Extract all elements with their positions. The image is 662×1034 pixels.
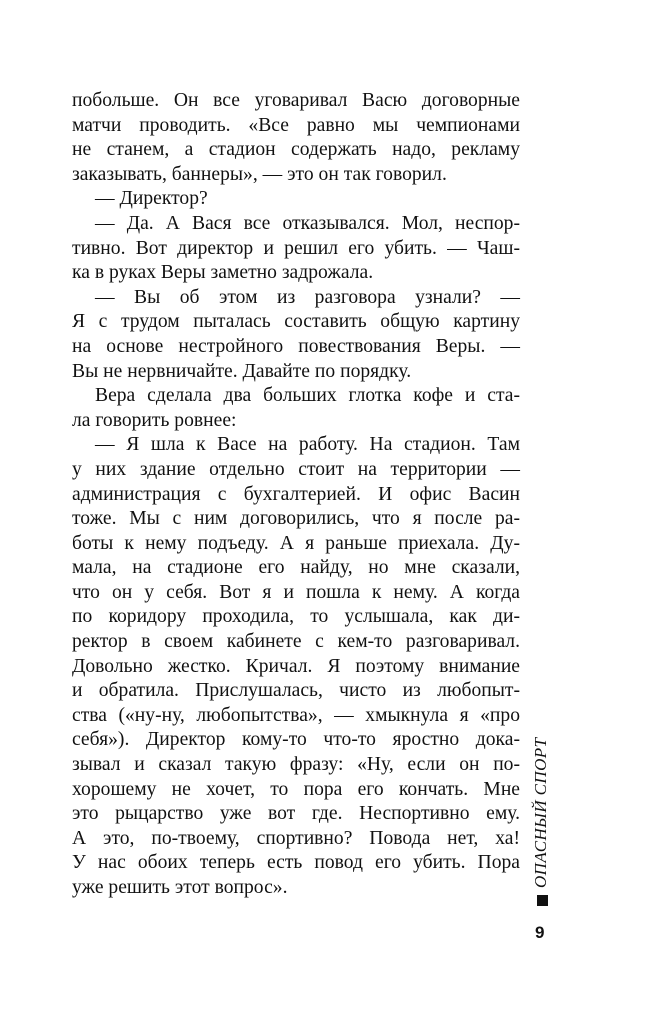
text-line: Я с трудом пыталась составить общую картину (72, 311, 520, 333)
text-line: заказывать, баннеры», — это он так говорил. (72, 163, 447, 185)
text-line: А это, по-твоему, спортивно? Повода нет, ха! (72, 827, 520, 849)
text-line: что он у себя. Вот я и пошла к нему. А когда (72, 581, 520, 603)
text-line: на основе нестройного повествования Веры. — (72, 335, 520, 357)
text-line: тоже. Мы с ним договорились, что я после ра- (72, 508, 520, 530)
text-line: — Да. А Вася все отказывался. Мол, неспор- (95, 212, 520, 234)
text-line: — Директор? (95, 188, 208, 210)
text-line: хорошему не хочет, то пора его кончать. Мне (72, 778, 520, 800)
page-number: 9 (535, 923, 545, 942)
text-line: побольше. Он все уговаривал Васю договорные (72, 90, 520, 111)
text-line: Довольно жестко. Кричал. Я поэтому внимание (72, 655, 520, 677)
text-line: — Я шла к Васе на работу. На стадион. Там (95, 434, 520, 456)
text-line: У нас обоих теперь есть повод его убить. Пора (72, 852, 520, 874)
text-line: — Вы об этом из разговора узнали? — (95, 286, 520, 308)
square-marker-icon (537, 895, 548, 906)
text-line: ректор в своем кабинете с кем-то разговаривал. (72, 631, 520, 653)
text-line: боты к нему подъеду. А я раньше приехала. Ду- (72, 532, 520, 554)
text-line: Вера сделала два больших глотка кофе и ста- (95, 385, 520, 407)
text-line: и обратила. Прислушалась, чисто из любопыт- (72, 680, 520, 702)
text-line: по коридору проходила, то услышала, как ди- (72, 606, 520, 628)
text-line: уже решить этот вопрос». (72, 877, 288, 898)
text-line: зывал и сказал такую фразу: «Ну, если он по- (72, 754, 520, 776)
text-line: ка в руках Веры заметно задрожала. (72, 262, 374, 284)
text-line: мала, на стадионе его найду, но мне сказали, (72, 557, 520, 579)
text-line: не станем, а стадион содержать надо, рекламу (72, 139, 520, 161)
main-text (72, 89, 520, 901)
text-line: администрация с бухгалтерией. И офис Васин (72, 483, 520, 505)
text-line: Вы не нервничайте. Давайте по порядку. (72, 360, 412, 382)
text-line: это рыцарство уже вот где. Неспортивно ему. (72, 803, 520, 825)
text-line: себя»). Директор кому-то что-то яростно дока- (72, 729, 520, 751)
text-line: ства («ну-ну, любопытства», — хмыкнула я «про (72, 704, 520, 726)
series-title: ОПАСНЫЙ СПОРТ (531, 737, 550, 888)
text-line: матчи проводить. «Все равно мы чемпионами (72, 114, 520, 136)
text-line: тивно. Вот директор и решил его убить. — Чаш- (72, 237, 520, 259)
text-line: ла говорить ровнее: (72, 409, 237, 431)
text-line: у них здание отдельно стоит на территории — (72, 458, 520, 480)
